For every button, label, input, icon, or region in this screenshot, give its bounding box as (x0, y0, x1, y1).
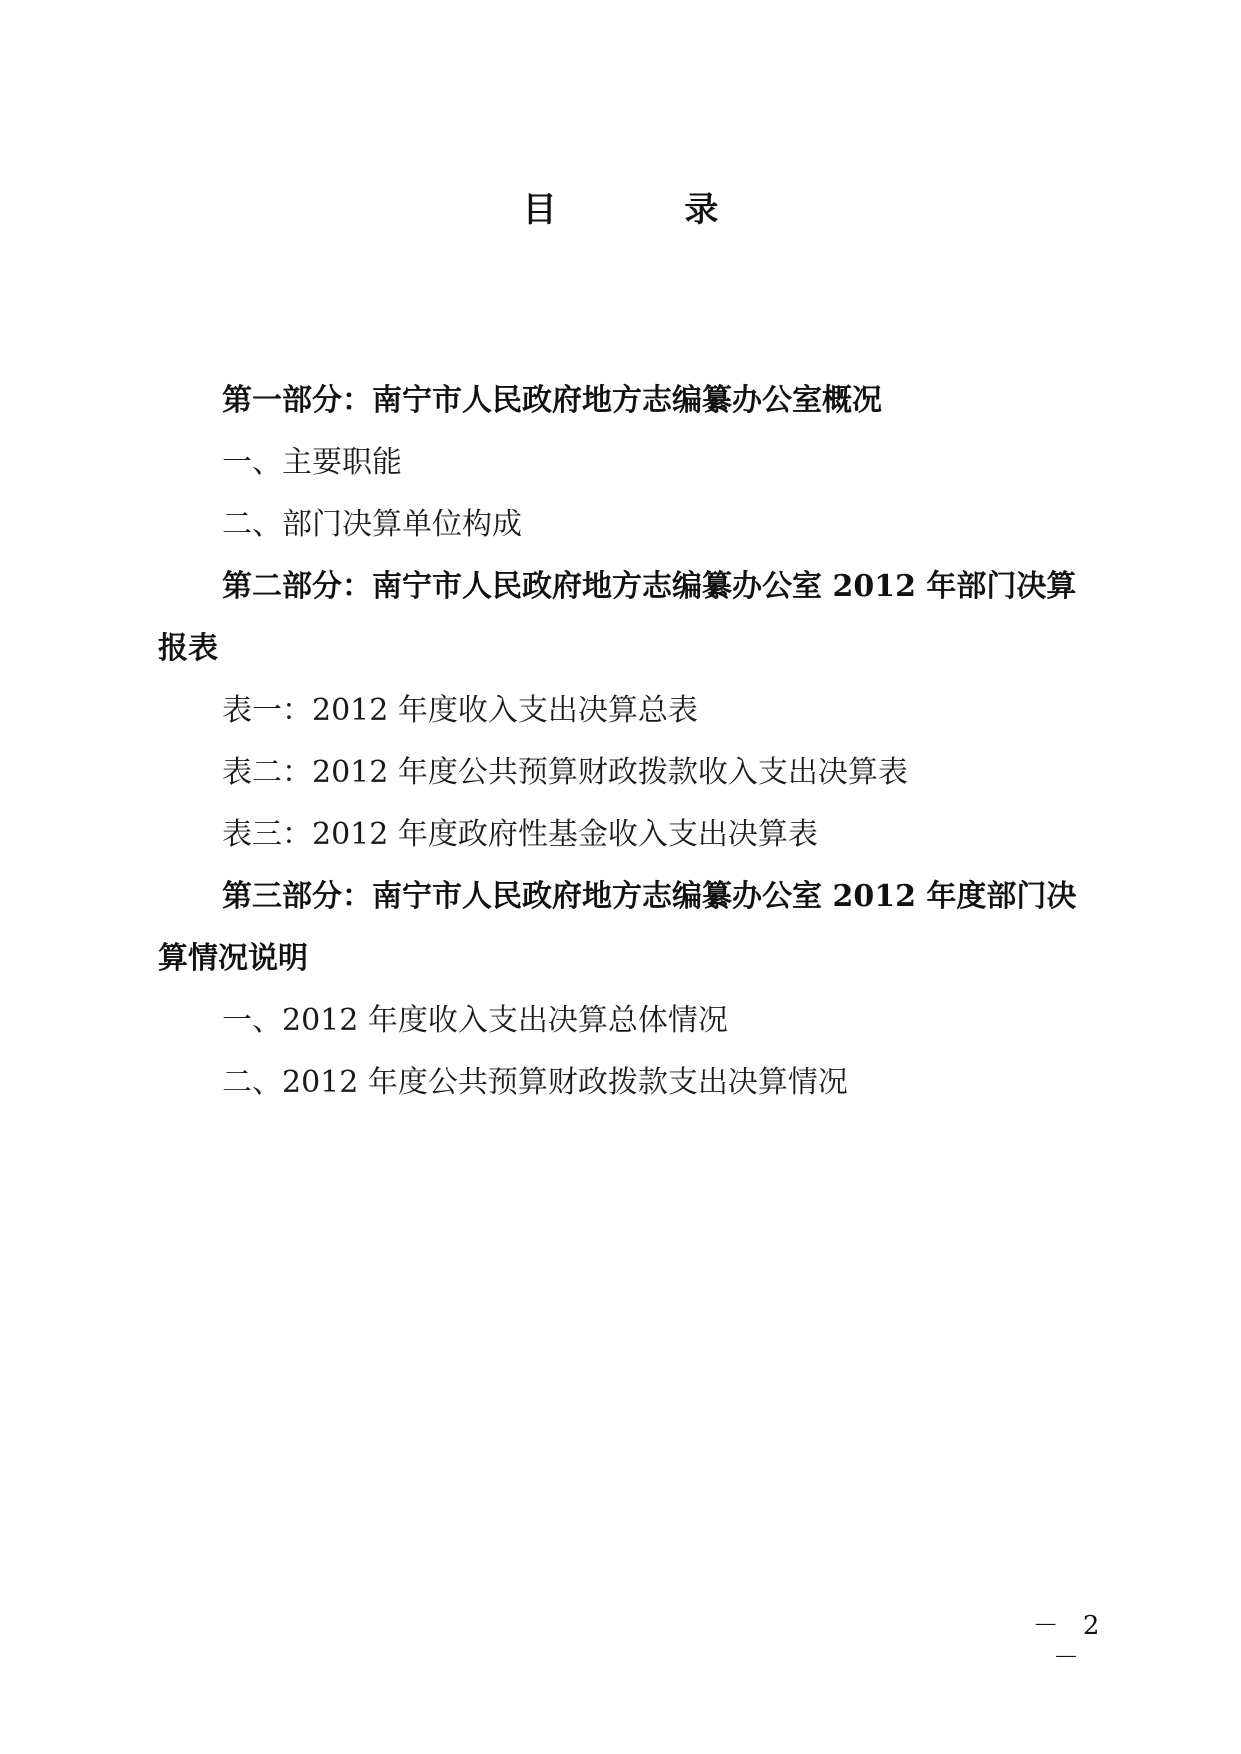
toc-part-3-heading[interactable]: 第三部分：南宁市人民政府地方志编纂办公室 2012 年度部门决算情况说明 (158, 879, 1077, 976)
page-title: 目 录 (522, 190, 777, 230)
toc-part-2-item-1[interactable]: 表一：2012 年度收入支出决算总表 (222, 693, 698, 728)
page-number: － 2 － (1032, 1611, 1108, 1673)
toc-part-3-item-1[interactable]: 一、2012 年度收入支出决算总体情况 (222, 1003, 728, 1038)
toc-part-1-heading[interactable]: 第一部分：南宁市人民政府地方志编纂办公室概况 (222, 383, 882, 418)
toc-part-1-item-1[interactable]: 一、主要职能 (222, 445, 402, 480)
toc-part-1-item-2[interactable]: 二、部门决算单位构成 (222, 507, 522, 542)
toc-part-2-item-3[interactable]: 表三：2012 年度政府性基金收入支出决算表 (222, 817, 818, 852)
toc-part-2-item-2[interactable]: 表二：2012 年度公共预算财政拨款收入支出决算表 (222, 755, 908, 790)
toc-part-2-heading[interactable]: 第二部分：南宁市人民政府地方志编纂办公室 2012 年部门决算报表 (158, 569, 1077, 666)
toc-part-3-item-2[interactable]: 二、2012 年度公共预算财政拨款支出决算情况 (222, 1065, 848, 1100)
table-of-contents (158, 370, 1098, 1114)
